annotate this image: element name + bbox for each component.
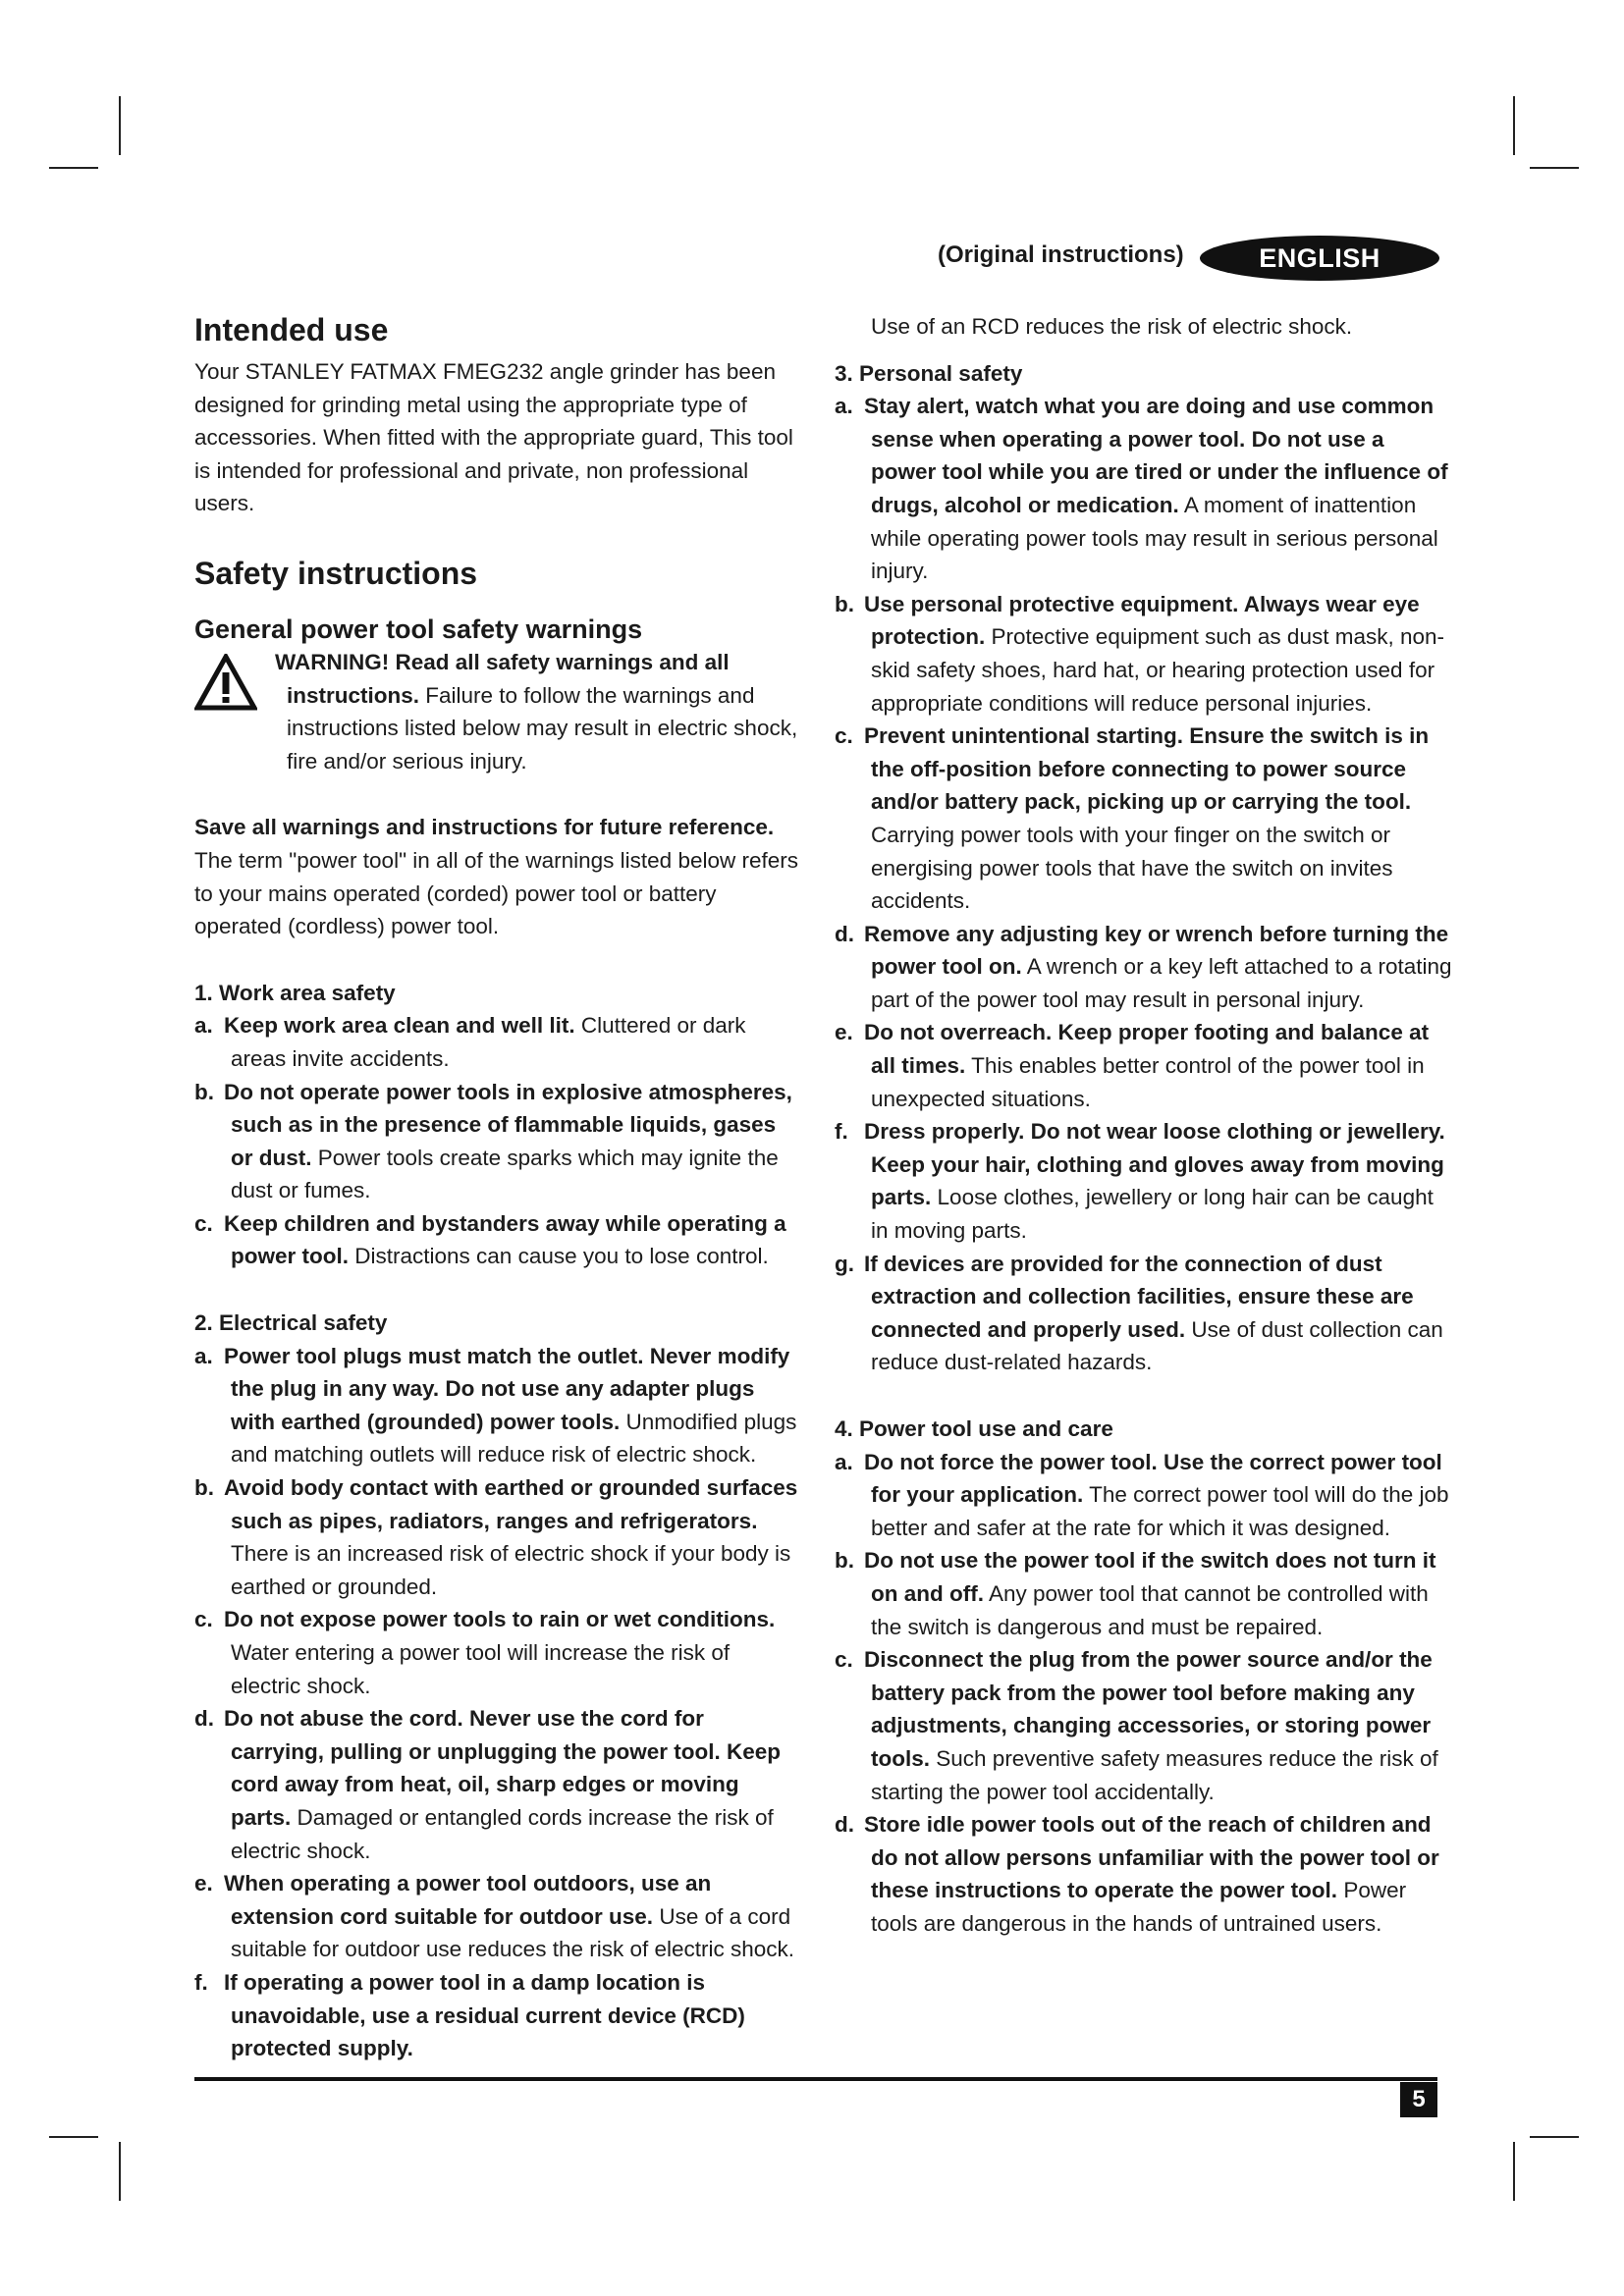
crop-mark: [119, 2142, 121, 2201]
list-item: e. Do not overreach. Keep proper footing and balance at all times. This enables better control of the power tool in unexpected situations.: [835, 1020, 1430, 1111]
section-heading: 2. Electrical safety: [194, 1310, 388, 1336]
rcd-continuation: Use of an RCD reduces the risk of electric shock.: [871, 314, 1353, 339]
warning-text: Failure to follow the warnings and instructions listed below may result in electric shock, fire and/or serious injury.: [287, 682, 798, 774]
list-item: d. Do not abuse the cord. Never use the cord for carrying, pulling or unplugging the power tool. Keep cord away from heat, oil, sharp edges or moving parts. Damaged or entangled cords increase the risk of electric shock.: [194, 1706, 781, 1863]
list-item: c. Prevent unintentional starting. Ensure the switch is in the off-position before connecting to power source and/or battery pack, picking up or carrying the tool. Carrying power tools with your finger on the switch or energising power tools that have the switch on invites accidents.: [835, 723, 1430, 914]
list-item: a. Keep work area clean and well lit. Cluttered or dark areas invite accidents.: [194, 1013, 746, 1071]
list-item: d. Remove any adjusting key or wrench before turning the power tool on. A wrench or a key left attached to a rotating part of the power tool may result in personal injury.: [835, 921, 1452, 1012]
warning-block: [194, 646, 803, 777]
safety-title: Safety instructions: [194, 555, 478, 591]
section-heading: 1. Work area safety: [194, 980, 396, 1005]
save-instructions: Save all warnings and instructions for future reference.: [194, 815, 775, 840]
warning-triangle-icon: [194, 654, 257, 711]
section-heading: 4. Power tool use and care: [835, 1416, 1113, 1441]
list-item: g. If devices are provided for the connection of dust extraction and collection facilities, ensure these are connected and properly used. Use of dust collection can reduce dust-related hazards.: [835, 1251, 1443, 1375]
list-item: d. Store idle power tools out of the reach of children and do not allow persons unfamiliar with the power tool or these instructions to operate the power tool. Power tools are dangerous in the hands of untrained users.: [835, 1812, 1439, 1936]
right-column: [835, 310, 1453, 1941]
list-item: c. Keep children and bystanders away while operating a power tool. Distractions can cause you to lose control.: [194, 1210, 786, 1269]
list-item: b. Use personal protective equipment. Always wear eye protection. Protective equipment such as dust mask, non-skid safety shoes, hard hat, or hearing protection used for appropriate conditions will reduce personal injuries.: [835, 591, 1444, 716]
warning-bold: WARNING! Read all safety warnings and all instructions.: [275, 649, 730, 708]
intended-use-text: Your STANLEY FATMAX FMEG232 angle grinder has been designed for grinding metal using the appropriate type of accessories. When fitted with the appropriate guard, This tool is intended for professional and private, non professional users.: [194, 359, 793, 516]
language-badge: ENGLISH: [1200, 236, 1439, 281]
crop-mark: [49, 2136, 98, 2138]
general-warnings-title: General power tool safety warnings: [194, 614, 643, 644]
list-item: b. Do not use the power tool if the switch does not turn it on and off. Any power tool that cannot be controlled with the switch is dangerous and must be repaired.: [835, 1548, 1436, 1639]
list-item: a. Power tool plugs must match the outlet. Never modify the plug in any way. Do not use any adapter plugs with earthed (grounded) power tools. Unmodified plugs and matching outlets will reduce risk of electric shock.: [194, 1343, 797, 1468]
section-heading: 3. Personal safety: [835, 360, 1023, 386]
crop-mark: [1530, 2136, 1579, 2138]
crop-mark: [49, 167, 98, 169]
list-item: b. Avoid body contact with earthed or grounded surfaces such as pipes, radiators, ranges and refrigerators. There is an increased risk of electric shock if your body is earthed or grounded.: [194, 1475, 798, 1599]
list-item: c. Do not expose power tools to rain or wet conditions. Water entering a power tool will increase the risk of electric shock.: [194, 1607, 776, 1698]
list-item: e. When operating a power tool outdoors, use an extension cord suitable for outdoor use. Use of a cord suitable for outdoor use reduces the risk of electric shock.: [194, 1871, 795, 1962]
crop-mark: [1530, 167, 1579, 169]
crop-mark: [1513, 2142, 1515, 2201]
list-item: f. If operating a power tool in a damp location is unavoidable, use a residual current device (RCD) protected supply.: [194, 1969, 745, 2061]
list-item: a. Stay alert, watch what you are doing and use common sense when operating a power tool. Do not use a power tool while you are tired or under the influence of drugs, alcohol or medication. A moment of inattention while operating power tools may result in serious personal injury.: [835, 394, 1448, 584]
left-column: [194, 310, 803, 2065]
crop-mark: [1513, 96, 1515, 155]
list-item: b. Do not operate power tools in explosive atmospheres, such as in the presence of flammable liquids, gases or dust. Power tools create sparks which may ignite the dust or fumes.: [194, 1079, 792, 1203]
list-item: c. Disconnect the plug from the power source and/or the battery pack from the power tool before making any adjustments, changing accessories, or storing power tools. Such preventive safety measures reduce the risk of starting the power tool accidentally.: [835, 1647, 1438, 1804]
list-item: a. Do not force the power tool. Use the correct power tool for your application. The correct power tool will do the job better and safer at the rate for which it was designed.: [835, 1449, 1449, 1540]
list-item: f. Dress properly. Do not wear loose clothing or jewellery. Keep your hair, clothing and gloves away from moving parts. Loose clothes, jewellery or long hair can be caught in moving parts.: [835, 1119, 1445, 1244]
crop-mark: [119, 96, 121, 155]
original-instructions-label: (Original instructions): [938, 241, 1184, 268]
intended-use-title: Intended use: [194, 312, 389, 347]
page-number: 5: [1400, 2082, 1437, 2117]
footer-rule: [194, 2077, 1437, 2081]
power-tool-term: The term "power tool" in all of the warnings listed below refers to your mains operated (corded) power tool or battery operated (cordless) power tool.: [194, 847, 799, 939]
